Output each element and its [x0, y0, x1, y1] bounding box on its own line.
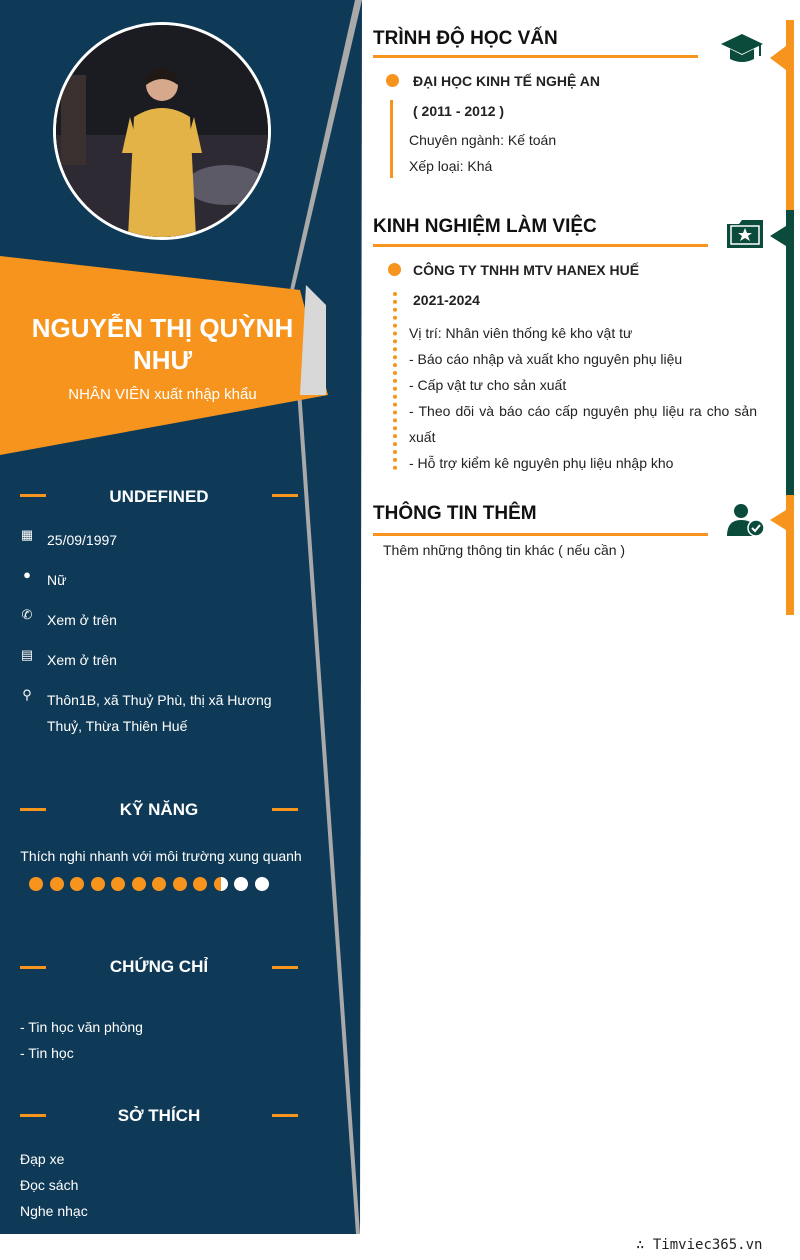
experience-line: - Theo dõi và báo cáo cấp nguyên phụ liệu ra cho sản xuất	[409, 403, 757, 445]
education-period: ( 2011 - 2012 )	[413, 103, 505, 119]
email-icon: ▤	[20, 647, 34, 662]
experience-line: - Hỗ trợ kiểm kê nguyên phụ liệu nhập kho	[409, 455, 674, 471]
user-check-icon	[726, 502, 766, 538]
experience-underline	[373, 244, 708, 247]
skill-rating-dot	[152, 877, 166, 891]
skill-rating-dot	[50, 877, 64, 891]
profile-name: NGUYỄN THỊ QUỲNH NHƯ	[31, 313, 294, 375]
extra-text: Thêm những thông tin khác ( nếu cần )	[383, 542, 626, 558]
skill-rating-dot	[111, 877, 125, 891]
skill-rating-dot	[91, 877, 105, 891]
divider-dash	[272, 966, 298, 969]
footer-brand	[636, 1237, 762, 1253]
skill-name: Thích nghi nhanh với môi trường xung quanh	[20, 848, 302, 864]
experience-company: CÔNG TY TNHH MTV HANEX HUẾ	[413, 262, 640, 278]
hobby-item: Đạp xe	[20, 1151, 65, 1167]
address-value: Thôn1B, xã Thuỷ Phù, thị xã Hương Thuỷ, Thừa Thiên Huế	[47, 692, 272, 734]
timeline-dot	[388, 263, 401, 276]
timeline-dotted-line	[393, 292, 397, 470]
skill-rating-dot	[132, 877, 146, 891]
certificate-item: - Tin học	[20, 1045, 74, 1061]
experience-line: - Báo cáo nhập và xuất kho nguyên phụ liệu	[409, 351, 683, 367]
divider-dash	[272, 494, 298, 497]
map-pin-icon: ⚲	[22, 687, 32, 702]
education-grade: Xếp loại: Khá	[409, 158, 493, 174]
skill-rating-dot	[70, 877, 84, 891]
skill-rating-dot	[193, 877, 207, 891]
birthday-value: 25/09/1997	[47, 532, 118, 548]
brand-text: Timviec365.vn	[652, 1237, 763, 1253]
phone-icon: ✆	[21, 607, 33, 622]
graduation-cap-icon	[719, 32, 765, 66]
experience-line: Vị trí: Nhân viên thống kê kho vật tư	[409, 325, 633, 341]
skill-rating-dot	[173, 877, 187, 891]
avatar	[53, 22, 271, 240]
divider-dash	[272, 808, 298, 811]
skills-heading: KỸ NĂNG	[119, 800, 199, 819]
profile-position: NHÂN VIÊN xuất nhập khẩu	[68, 386, 257, 403]
education-underline	[373, 55, 698, 58]
experience-period: 2021-2024	[413, 292, 480, 308]
skill-rating-dot	[234, 877, 248, 891]
personal-heading: UNDEFINED	[109, 487, 209, 506]
education-heading: TRÌNH ĐỘ HỌC VẤN	[373, 28, 558, 49]
experience-heading: KINH NGHIỆM LÀM VIỆC	[373, 216, 597, 237]
gender-value: Nữ	[47, 572, 67, 588]
hobby-item: Nghe nhạc	[20, 1203, 88, 1219]
user-icon: ●	[23, 567, 31, 582]
certificates-heading: CHỨNG CHỈ	[109, 957, 209, 976]
education-major: Chuyên ngành: Kế toán	[409, 132, 557, 148]
hobby-item: Đọc sách	[20, 1177, 79, 1193]
divider-dash	[272, 1114, 298, 1117]
briefcase-star-icon	[725, 218, 765, 250]
skill-rating	[29, 877, 289, 891]
extra-heading: THÔNG TIN THÊM	[373, 503, 537, 524]
certificate-item: - Tin học văn phòng	[20, 1019, 143, 1035]
extra-underline	[373, 533, 708, 536]
phone-value: Xem ở trên	[47, 612, 117, 628]
hobbies-heading: SỞ THÍCH	[117, 1106, 201, 1125]
email-value: Xem ở trên	[47, 652, 117, 668]
calendar-icon: ▦	[20, 527, 34, 542]
education-school: ĐẠI HỌC KINH TẾ NGHỆ AN	[413, 73, 600, 89]
skill-rating-dot	[255, 877, 269, 891]
timeline-dot	[386, 74, 399, 87]
experience-line: - Cấp vật tư cho sản xuất	[409, 377, 567, 393]
skill-rating-dot	[214, 877, 228, 891]
brand-icon: ∴	[636, 1237, 645, 1253]
timeline-line	[390, 100, 393, 178]
skill-rating-dot	[29, 877, 43, 891]
